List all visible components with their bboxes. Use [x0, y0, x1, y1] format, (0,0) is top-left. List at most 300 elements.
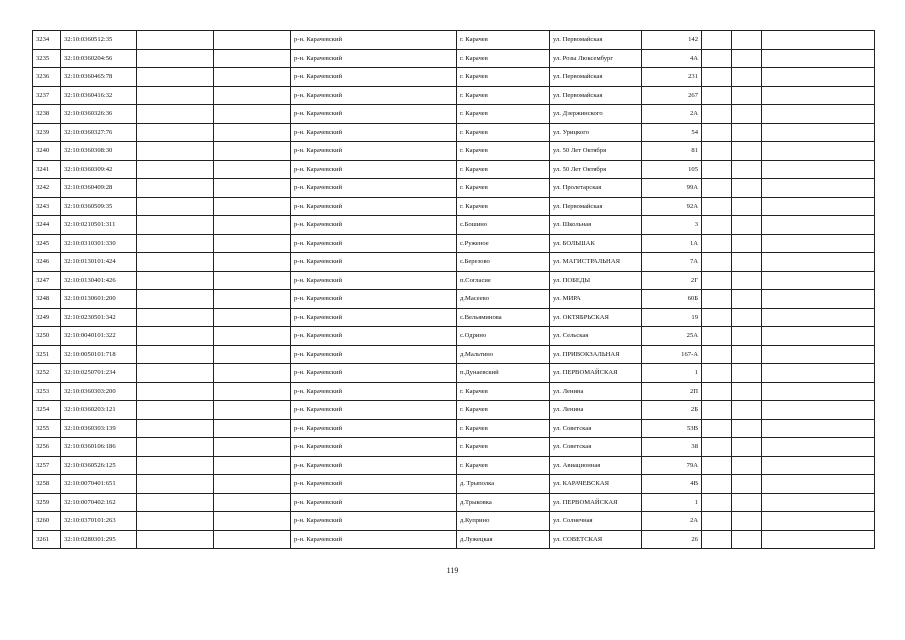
street-cell: ул. Урицкого — [550, 123, 642, 142]
cadastral-number-cell: 32:10:0280301:295 — [61, 530, 137, 549]
cadastral-number-cell: 32:10:0360326:36 — [61, 105, 137, 124]
district-cell: р-н. Карачевский — [291, 382, 457, 401]
district-cell: р-н. Карачевский — [291, 438, 457, 457]
empty-cell — [137, 364, 214, 383]
empty-cell — [137, 253, 214, 272]
table-row — [33, 179, 875, 198]
empty-cell — [762, 216, 875, 235]
street-cell: ул. Школьная — [550, 216, 642, 235]
empty-cell — [214, 271, 291, 290]
empty-cell — [732, 49, 762, 68]
locality-cell: г. Карачев — [457, 68, 550, 87]
table-row — [33, 253, 875, 272]
district-cell: р-н. Карачевский — [291, 31, 457, 50]
empty-cell — [732, 382, 762, 401]
district-cell: р-н. Карачевский — [291, 475, 457, 494]
cadastral-number-cell: 32:10:0360327:76 — [61, 123, 137, 142]
empty-cell — [137, 308, 214, 327]
empty-cell — [732, 68, 762, 87]
house-number-cell: 60Б — [642, 290, 702, 309]
empty-cell — [762, 419, 875, 438]
locality-cell: г. Карачев — [457, 105, 550, 124]
table-row — [33, 68, 875, 87]
street-cell: ул. БОЛЬШАК — [550, 234, 642, 253]
district-cell: р-н. Карачевский — [291, 493, 457, 512]
cadastral-number-cell: 32:10:0360526:125 — [61, 456, 137, 475]
empty-cell — [732, 493, 762, 512]
house-number-cell: 2П — [642, 382, 702, 401]
empty-cell — [732, 438, 762, 457]
table-row — [33, 271, 875, 290]
table-row — [33, 382, 875, 401]
district-cell: р-н. Карачевский — [291, 86, 457, 105]
empty-cell — [214, 31, 291, 50]
cadastral-number-cell: 32:10:0360204:56 — [61, 49, 137, 68]
empty-cell — [762, 438, 875, 457]
district-cell: р-н. Карачевский — [291, 253, 457, 272]
table-row — [33, 197, 875, 216]
table-row — [33, 308, 875, 327]
empty-cell — [732, 456, 762, 475]
row-number-cell: 3237 — [33, 86, 61, 105]
street-cell: ул. МИРА — [550, 290, 642, 309]
cadastral-number-cell: 32:10:0360308:30 — [61, 142, 137, 161]
empty-cell — [214, 345, 291, 364]
empty-cell — [214, 475, 291, 494]
cadastral-number-cell: 32:10:0360106:186 — [61, 438, 137, 457]
table-row — [33, 512, 875, 531]
cadastral-number-cell: 32:10:0250701:234 — [61, 364, 137, 383]
row-number-cell: 3254 — [33, 401, 61, 420]
street-cell: ул. Солнечная — [550, 512, 642, 531]
row-number-cell: 3234 — [33, 31, 61, 50]
table-row — [33, 438, 875, 457]
locality-cell: с.Березово — [457, 253, 550, 272]
empty-cell — [762, 160, 875, 179]
row-number-cell: 3245 — [33, 234, 61, 253]
empty-cell — [137, 512, 214, 531]
table-row — [33, 530, 875, 549]
empty-cell — [137, 179, 214, 198]
cadastral-number-cell: 32:10:0360416:32 — [61, 86, 137, 105]
empty-cell — [762, 345, 875, 364]
empty-cell — [732, 512, 762, 531]
empty-cell — [214, 68, 291, 87]
table-row — [33, 86, 875, 105]
cadastral-number-cell: 32:10:0360509:35 — [61, 197, 137, 216]
table-row — [33, 290, 875, 309]
empty-cell — [732, 160, 762, 179]
locality-cell: г. Карачев — [457, 438, 550, 457]
street-cell: ул. Советская — [550, 419, 642, 438]
empty-cell — [762, 49, 875, 68]
locality-cell: г. Карачев — [457, 401, 550, 420]
empty-cell — [732, 308, 762, 327]
district-cell: р-н. Карачевский — [291, 105, 457, 124]
house-number-cell: 99А — [642, 179, 702, 198]
house-number-cell: 1 — [642, 364, 702, 383]
empty-cell — [732, 179, 762, 198]
empty-cell — [214, 308, 291, 327]
house-number-cell: 2Б — [642, 401, 702, 420]
empty-cell — [702, 86, 732, 105]
street-cell: ул. Первомайская — [550, 31, 642, 50]
row-number-cell: 3261 — [33, 530, 61, 549]
cadastral-number-cell: 32:10:0230501:342 — [61, 308, 137, 327]
row-number-cell: 3249 — [33, 308, 61, 327]
table-row — [33, 216, 875, 235]
house-number-cell: 26 — [642, 530, 702, 549]
row-number-cell: 3256 — [33, 438, 61, 457]
empty-cell — [732, 530, 762, 549]
row-number-cell: 3260 — [33, 512, 61, 531]
district-cell: р-н. Карачевский — [291, 419, 457, 438]
empty-cell — [137, 234, 214, 253]
cadastral-number-cell: 32:10:0070401:651 — [61, 475, 137, 494]
row-number-cell: 3258 — [33, 475, 61, 494]
empty-cell — [702, 197, 732, 216]
page-number: 119 — [446, 566, 459, 575]
district-cell: р-н. Карачевский — [291, 179, 457, 198]
empty-cell — [137, 475, 214, 494]
house-number-cell: 92А — [642, 197, 702, 216]
empty-cell — [214, 142, 291, 161]
district-cell: р-н. Карачевский — [291, 49, 457, 68]
empty-cell — [137, 327, 214, 346]
empty-cell — [732, 234, 762, 253]
empty-cell — [702, 401, 732, 420]
empty-cell — [732, 253, 762, 272]
empty-cell — [702, 345, 732, 364]
street-cell: ул. Первомайская — [550, 86, 642, 105]
row-number-cell: 3247 — [33, 271, 61, 290]
empty-cell — [762, 142, 875, 161]
empty-cell — [137, 105, 214, 124]
cadastral-number-cell: 32:10:0360303:139 — [61, 419, 137, 438]
empty-cell — [702, 216, 732, 235]
row-number-cell: 3241 — [33, 160, 61, 179]
row-number-cell: 3239 — [33, 123, 61, 142]
row-number-cell: 3246 — [33, 253, 61, 272]
street-cell: ул. ПЕРВОМАЙСКАЯ — [550, 364, 642, 383]
empty-cell — [762, 456, 875, 475]
row-number-cell: 3252 — [33, 364, 61, 383]
table-row — [33, 327, 875, 346]
empty-cell — [732, 31, 762, 50]
cadastral-number-cell: 32:10:0310301:330 — [61, 234, 137, 253]
row-number-cell: 3240 — [33, 142, 61, 161]
house-number-cell: 2А — [642, 512, 702, 531]
empty-cell — [732, 197, 762, 216]
empty-cell — [214, 105, 291, 124]
empty-cell — [137, 345, 214, 364]
house-number-cell: 4В — [642, 475, 702, 494]
house-number-cell: 105 — [642, 160, 702, 179]
empty-cell — [214, 49, 291, 68]
house-number-cell: 231 — [642, 68, 702, 87]
table-row — [33, 345, 875, 364]
cadastral-number-cell: 32:10:0210501:311 — [61, 216, 137, 235]
empty-cell — [732, 86, 762, 105]
locality-cell: д.Мальтино — [457, 345, 550, 364]
locality-cell: д.Лужецкая — [457, 530, 550, 549]
empty-cell — [214, 512, 291, 531]
locality-cell: п.Согласие — [457, 271, 550, 290]
empty-cell — [214, 493, 291, 512]
empty-cell — [762, 197, 875, 216]
cadastral-number-cell: 32:10:0040101:322 — [61, 327, 137, 346]
empty-cell — [137, 123, 214, 142]
locality-cell: д. Трыполка — [457, 475, 550, 494]
district-cell: р-н. Карачевский — [291, 123, 457, 142]
empty-cell — [702, 456, 732, 475]
locality-cell: г. Карачев — [457, 179, 550, 198]
row-number-cell: 3259 — [33, 493, 61, 512]
district-cell: р-н. Карачевский — [291, 512, 457, 531]
empty-cell — [702, 123, 732, 142]
street-cell: ул. КАРАЧЕВСКАЯ — [550, 475, 642, 494]
empty-cell — [702, 271, 732, 290]
table-body — [33, 31, 875, 549]
table-row — [33, 234, 875, 253]
district-cell: р-н. Карачевский — [291, 234, 457, 253]
empty-cell — [762, 290, 875, 309]
empty-cell — [137, 290, 214, 309]
empty-cell — [702, 419, 732, 438]
locality-cell: с.Руженое — [457, 234, 550, 253]
empty-cell — [732, 401, 762, 420]
district-cell: р-н. Карачевский — [291, 216, 457, 235]
locality-cell: с.Вельяминова — [457, 308, 550, 327]
empty-cell — [762, 105, 875, 124]
street-cell: ул. ПЕРВОМАЙСКАЯ — [550, 493, 642, 512]
empty-cell — [137, 438, 214, 457]
cadastral-number-cell: 32:10:0360309:42 — [61, 160, 137, 179]
empty-cell — [214, 253, 291, 272]
empty-cell — [732, 364, 762, 383]
empty-cell — [762, 123, 875, 142]
empty-cell — [702, 382, 732, 401]
street-cell: ул. ОКТЯБРЬСКАЯ — [550, 308, 642, 327]
empty-cell — [702, 160, 732, 179]
empty-cell — [137, 493, 214, 512]
locality-cell: г. Карачев — [457, 142, 550, 161]
district-cell: р-н. Карачевский — [291, 160, 457, 179]
address-registry-table — [32, 30, 875, 549]
empty-cell — [762, 364, 875, 383]
empty-cell — [702, 290, 732, 309]
table-row — [33, 142, 875, 161]
table-row — [33, 49, 875, 68]
district-cell: р-н. Карачевский — [291, 271, 457, 290]
street-cell: ул. Авиационная — [550, 456, 642, 475]
empty-cell — [702, 68, 732, 87]
cadastral-number-cell: 32:10:0050101:718 — [61, 345, 137, 364]
house-number-cell: 54 — [642, 123, 702, 142]
row-number-cell: 3243 — [33, 197, 61, 216]
district-cell: р-н. Карачевский — [291, 327, 457, 346]
empty-cell — [762, 86, 875, 105]
street-cell: ул. Ленина — [550, 382, 642, 401]
empty-cell — [137, 530, 214, 549]
house-number-cell: 142 — [642, 31, 702, 50]
table-row — [33, 419, 875, 438]
cadastral-number-cell: 32:10:0360465:78 — [61, 68, 137, 87]
table-row — [33, 105, 875, 124]
empty-cell — [702, 49, 732, 68]
house-number-cell: 3 — [642, 216, 702, 235]
empty-cell — [702, 493, 732, 512]
empty-cell — [214, 179, 291, 198]
empty-cell — [702, 438, 732, 457]
locality-cell: г. Карачев — [457, 197, 550, 216]
street-cell: ул. Дзержинского — [550, 105, 642, 124]
locality-cell: с.Одрино — [457, 327, 550, 346]
empty-cell — [702, 105, 732, 124]
locality-cell: с.Бошино — [457, 216, 550, 235]
empty-cell — [732, 105, 762, 124]
house-number-cell: 19 — [642, 308, 702, 327]
empty-cell — [137, 419, 214, 438]
empty-cell — [762, 493, 875, 512]
cadastral-number-cell: 32:10:0360203:121 — [61, 401, 137, 420]
table-row — [33, 31, 875, 50]
table-row — [33, 475, 875, 494]
empty-cell — [702, 31, 732, 50]
street-cell: ул. Ленина — [550, 401, 642, 420]
empty-cell — [137, 382, 214, 401]
empty-cell — [702, 364, 732, 383]
row-number-cell: 3255 — [33, 419, 61, 438]
street-cell: ул. 50 Лет Октября — [550, 142, 642, 161]
locality-cell: п.Дунаевский — [457, 364, 550, 383]
empty-cell — [762, 512, 875, 531]
table-row — [33, 160, 875, 179]
empty-cell — [214, 438, 291, 457]
locality-cell: г. Карачев — [457, 123, 550, 142]
empty-cell — [762, 475, 875, 494]
row-number-cell: 3238 — [33, 105, 61, 124]
empty-cell — [732, 271, 762, 290]
empty-cell — [214, 530, 291, 549]
empty-cell — [702, 512, 732, 531]
table-row — [33, 456, 875, 475]
empty-cell — [214, 123, 291, 142]
street-cell: ул. Пролетарская — [550, 179, 642, 198]
empty-cell — [137, 401, 214, 420]
house-number-cell: 53В — [642, 419, 702, 438]
cadastral-number-cell: 32:10:0070402:162 — [61, 493, 137, 512]
cadastral-number-cell: 32:10:0370101:263 — [61, 512, 137, 531]
empty-cell — [137, 216, 214, 235]
cadastral-number-cell: 32:10:0360303:200 — [61, 382, 137, 401]
empty-cell — [214, 290, 291, 309]
empty-cell — [137, 142, 214, 161]
house-number-cell: 1А — [642, 234, 702, 253]
empty-cell — [214, 382, 291, 401]
locality-cell: д.Масеево — [457, 290, 550, 309]
row-number-cell: 3235 — [33, 49, 61, 68]
street-cell: ул. СОВЕТСКАЯ — [550, 530, 642, 549]
cadastral-number-cell: 32:10:0130601:200 — [61, 290, 137, 309]
house-number-cell: 267 — [642, 86, 702, 105]
locality-cell: г. Карачев — [457, 49, 550, 68]
empty-cell — [732, 475, 762, 494]
empty-cell — [214, 197, 291, 216]
row-number-cell: 3244 — [33, 216, 61, 235]
empty-cell — [702, 308, 732, 327]
empty-cell — [214, 86, 291, 105]
cadastral-number-cell: 32:10:0360409:28 — [61, 179, 137, 198]
empty-cell — [702, 475, 732, 494]
house-number-cell: 81 — [642, 142, 702, 161]
empty-cell — [732, 216, 762, 235]
district-cell: р-н. Карачевский — [291, 456, 457, 475]
empty-cell — [137, 49, 214, 68]
locality-cell: г. Карачев — [457, 419, 550, 438]
house-number-cell: 7А — [642, 253, 702, 272]
street-cell: ул. Советская — [550, 438, 642, 457]
empty-cell — [137, 31, 214, 50]
house-number-cell: 2А — [642, 105, 702, 124]
table-row — [33, 401, 875, 420]
cadastral-number-cell: 32:10:0130101:424 — [61, 253, 137, 272]
locality-cell: г. Карачев — [457, 456, 550, 475]
empty-cell — [702, 234, 732, 253]
row-number-cell: 3251 — [33, 345, 61, 364]
empty-cell — [702, 530, 732, 549]
empty-cell — [762, 271, 875, 290]
empty-cell — [732, 123, 762, 142]
locality-cell: г. Карачев — [457, 86, 550, 105]
empty-cell — [214, 216, 291, 235]
street-cell: ул. Первомайская — [550, 68, 642, 87]
house-number-cell: 4А — [642, 49, 702, 68]
row-number-cell: 3248 — [33, 290, 61, 309]
empty-cell — [137, 86, 214, 105]
empty-cell — [762, 530, 875, 549]
empty-cell — [214, 419, 291, 438]
empty-cell — [214, 327, 291, 346]
district-cell: р-н. Карачевский — [291, 197, 457, 216]
district-cell: р-н. Карачевский — [291, 401, 457, 420]
street-cell: ул. Первомайская — [550, 197, 642, 216]
table-row — [33, 123, 875, 142]
district-cell: р-н. Карачевский — [291, 345, 457, 364]
district-cell: р-н. Карачевский — [291, 142, 457, 161]
row-number-cell: 3236 — [33, 68, 61, 87]
row-number-cell: 3250 — [33, 327, 61, 346]
district-cell: р-н. Карачевский — [291, 308, 457, 327]
table-row — [33, 364, 875, 383]
district-cell: р-н. Карачевский — [291, 290, 457, 309]
empty-cell — [732, 419, 762, 438]
locality-cell: д.Трыковка — [457, 493, 550, 512]
locality-cell: д.Куприно — [457, 512, 550, 531]
house-number-cell: 38 — [642, 438, 702, 457]
house-number-cell: 167-А — [642, 345, 702, 364]
locality-cell: г. Карачев — [457, 160, 550, 179]
empty-cell — [214, 234, 291, 253]
empty-cell — [762, 253, 875, 272]
empty-cell — [137, 271, 214, 290]
empty-cell — [762, 234, 875, 253]
empty-cell — [762, 327, 875, 346]
empty-cell — [702, 142, 732, 161]
empty-cell — [762, 401, 875, 420]
empty-cell — [732, 345, 762, 364]
empty-cell — [762, 179, 875, 198]
